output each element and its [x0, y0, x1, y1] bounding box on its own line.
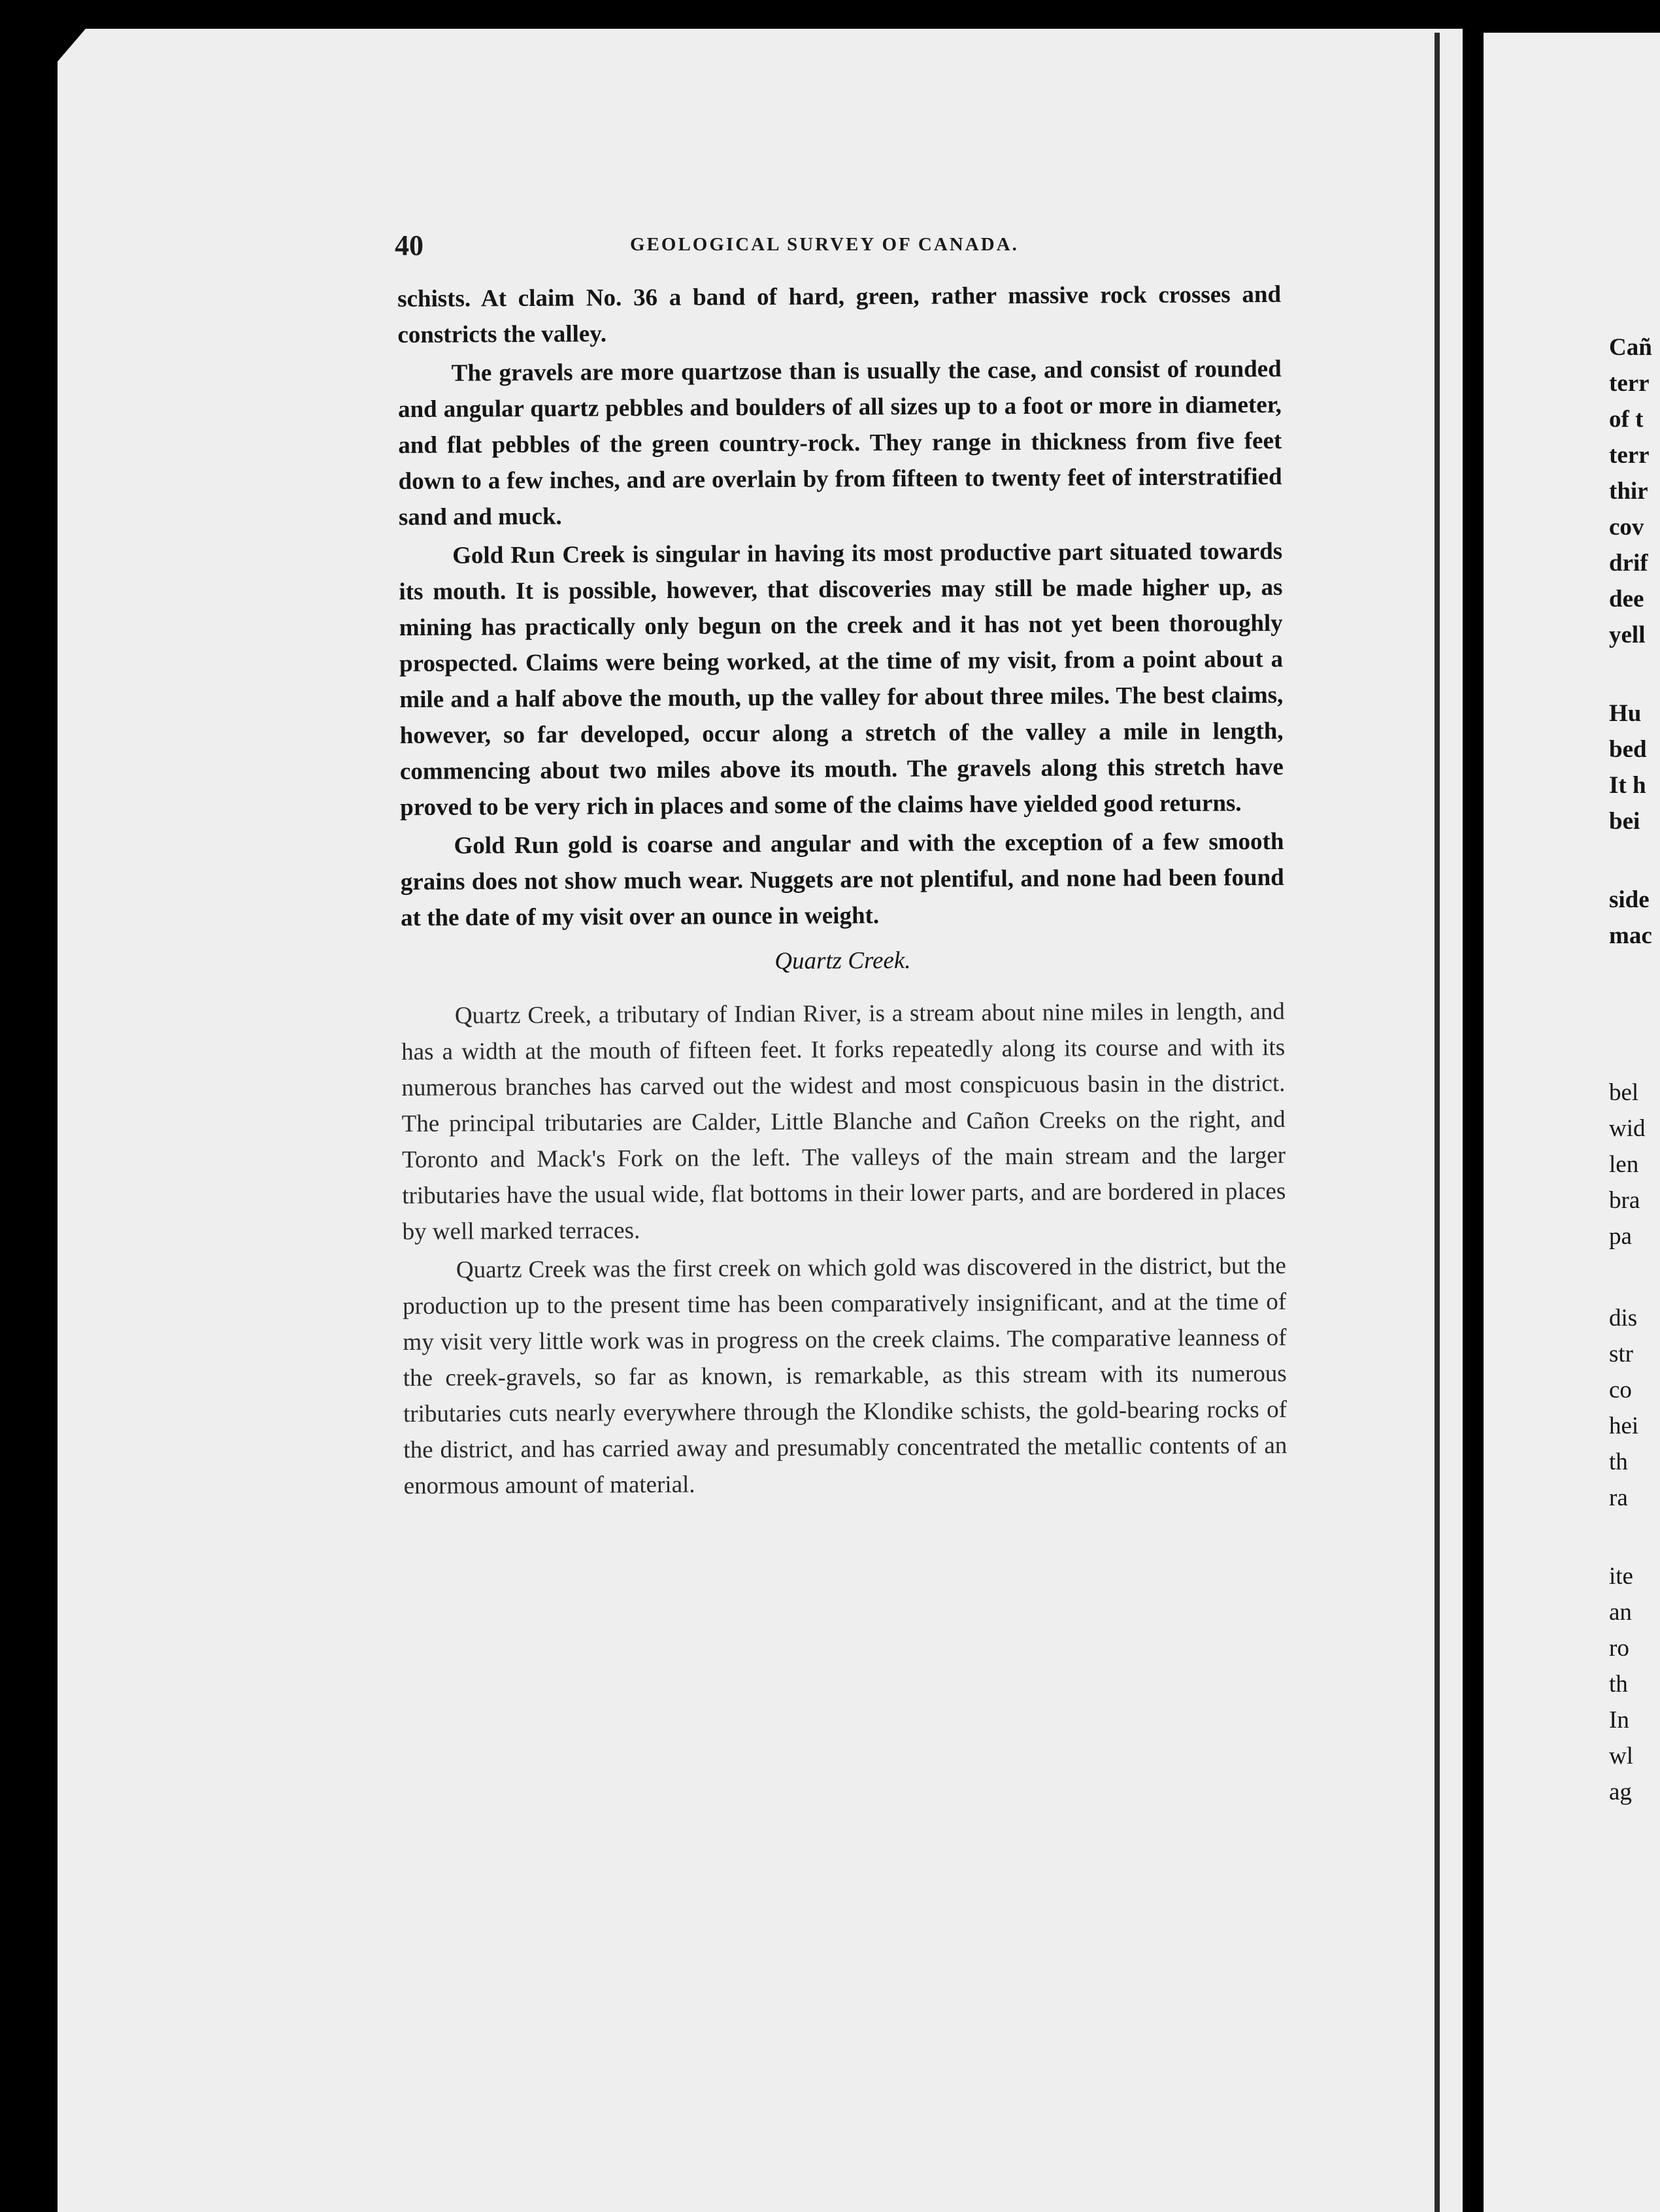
- paragraph: schists. At claim No. 36 a band of hard, green, rather massive rock crosses and constricts the valley.: [397, 280, 1282, 348]
- facing-page-fragment: drif: [1609, 550, 1648, 577]
- facing-page-fragment: yell: [1609, 622, 1646, 648]
- facing-page-fragment: In: [1609, 1707, 1629, 1734]
- facing-page-fragment: mac: [1609, 922, 1652, 949]
- facing-page-fragment: len: [1609, 1151, 1639, 1178]
- facing-page-fragment: th: [1609, 1671, 1628, 1698]
- facing-page-fragment: ra: [1609, 1484, 1628, 1511]
- facing-page-fragment: bra: [1609, 1187, 1640, 1214]
- paragraph: The gravels are more quartzose than is usually the case, and consist of rounded and angular quartz pebbles and boulders of all sizes up to a foot or more in diameter, and flat pebbles of the green country-rock. They range in thickness from five feet down to a few inches, and are overlain by from fifteen to twenty feet of interstratified sand and muck.: [397, 355, 1282, 531]
- facing-page-fragment: hei: [1609, 1413, 1639, 1439]
- facing-page-fragment: ro: [1609, 1635, 1629, 1662]
- facing-page-fragment: an: [1609, 1599, 1632, 1626]
- facing-page-fragment: bei: [1609, 808, 1640, 835]
- page-number: 40: [395, 229, 423, 261]
- facing-page-fragment: th: [1609, 1449, 1628, 1475]
- facing-page-fragment: str: [1609, 1341, 1633, 1367]
- facing-page-fragment: of t: [1609, 406, 1644, 433]
- facing-page-fragment: dis: [1609, 1305, 1638, 1332]
- section-heading: Quartz Creek.: [774, 947, 911, 975]
- facing-page-fragment: bed: [1609, 736, 1647, 763]
- paragraph: Gold Run gold is coarse and angular and with the exception of a few smooth grains does not show much wear. Nuggets are not plentiful, and none had been found at the date of my visit over an ounce in weight.: [400, 828, 1284, 931]
- facing-page-fragment: ag: [1609, 1779, 1632, 1805]
- paragraph: Quartz Creek was the first creek on which gold was discovered in the district, but the production up to the present time has been comparatively insignificant, and at the time of my visit very little work was in progress on the creek claims. The comparative leanness of the creek-gravels, so far as known, is remarkable, as this stream with its numerous tributaries cuts nearly everywhere through the Klondike schists, the gold-bearing rocks of the district, and has carried away and presumably concentrated the metallic contents of an enormous amount of material.: [403, 1252, 1287, 1500]
- facing-page-fragment: co: [1609, 1377, 1632, 1403]
- page-header: [395, 229, 1284, 268]
- facing-page-fragment: cov: [1609, 514, 1644, 541]
- body-text: [397, 276, 1287, 1507]
- facing-page-fragment: terr: [1609, 370, 1650, 397]
- paragraph: Gold Run Creek is singular in having its most productive part situated towards its mouth. It is possible, however, that discoveries may still be made higher up, as mining has practically only begun on the creek and it has not yet been thoroughly prospected. Claims were being worked, at the time of my visit, from a point about a mile and a half above the mouth, up the valley for about three miles. The best claims, however, so far developed, occur along a stretch of the valley a mile in length, commencing about two miles above its mouth. The gravels along this stretch have proved to be very rich in places and some of the claims have yielded good returns.: [399, 537, 1284, 821]
- facing-page-fragment: ite: [1609, 1563, 1633, 1590]
- book-gutter: [1435, 33, 1440, 2212]
- facing-page-fragment: wl: [1609, 1743, 1633, 1769]
- facing-page-fragment: bel: [1609, 1079, 1639, 1106]
- facing-page-fragment: thir: [1609, 478, 1648, 505]
- facing-page-fragment: It h: [1609, 772, 1646, 799]
- running-title: GEOLOGICAL SURVEY OF CANADA.: [630, 234, 1019, 255]
- paragraph: Quartz Creek, a tributary of Indian River, is a stream about nine miles in length, and has a width at the mouth of fifteen feet. It forks repeatedly along its course and with its numerous branches has carved out the widest and most conspicuous basin in the district. The principal tributaries are Calder, Little Blanche and Cañon Creeks on the right, and Toronto and Mack's Fork on the left. The valleys of the main stream and the larger tributaries have the usual wide, flat bottoms in their lower parts, and are bordered in places by well marked terraces.: [401, 997, 1286, 1245]
- facing-page-fragment: Cañ: [1609, 334, 1652, 361]
- facing-page-fragment: Hu: [1609, 700, 1642, 727]
- facing-page-fragment: wid: [1609, 1115, 1646, 1142]
- facing-page-fragment: dee: [1609, 586, 1644, 612]
- facing-page-fragment: pa: [1609, 1223, 1632, 1250]
- facing-page-fragment: terr: [1609, 442, 1650, 469]
- facing-page-fragment: side: [1609, 886, 1650, 913]
